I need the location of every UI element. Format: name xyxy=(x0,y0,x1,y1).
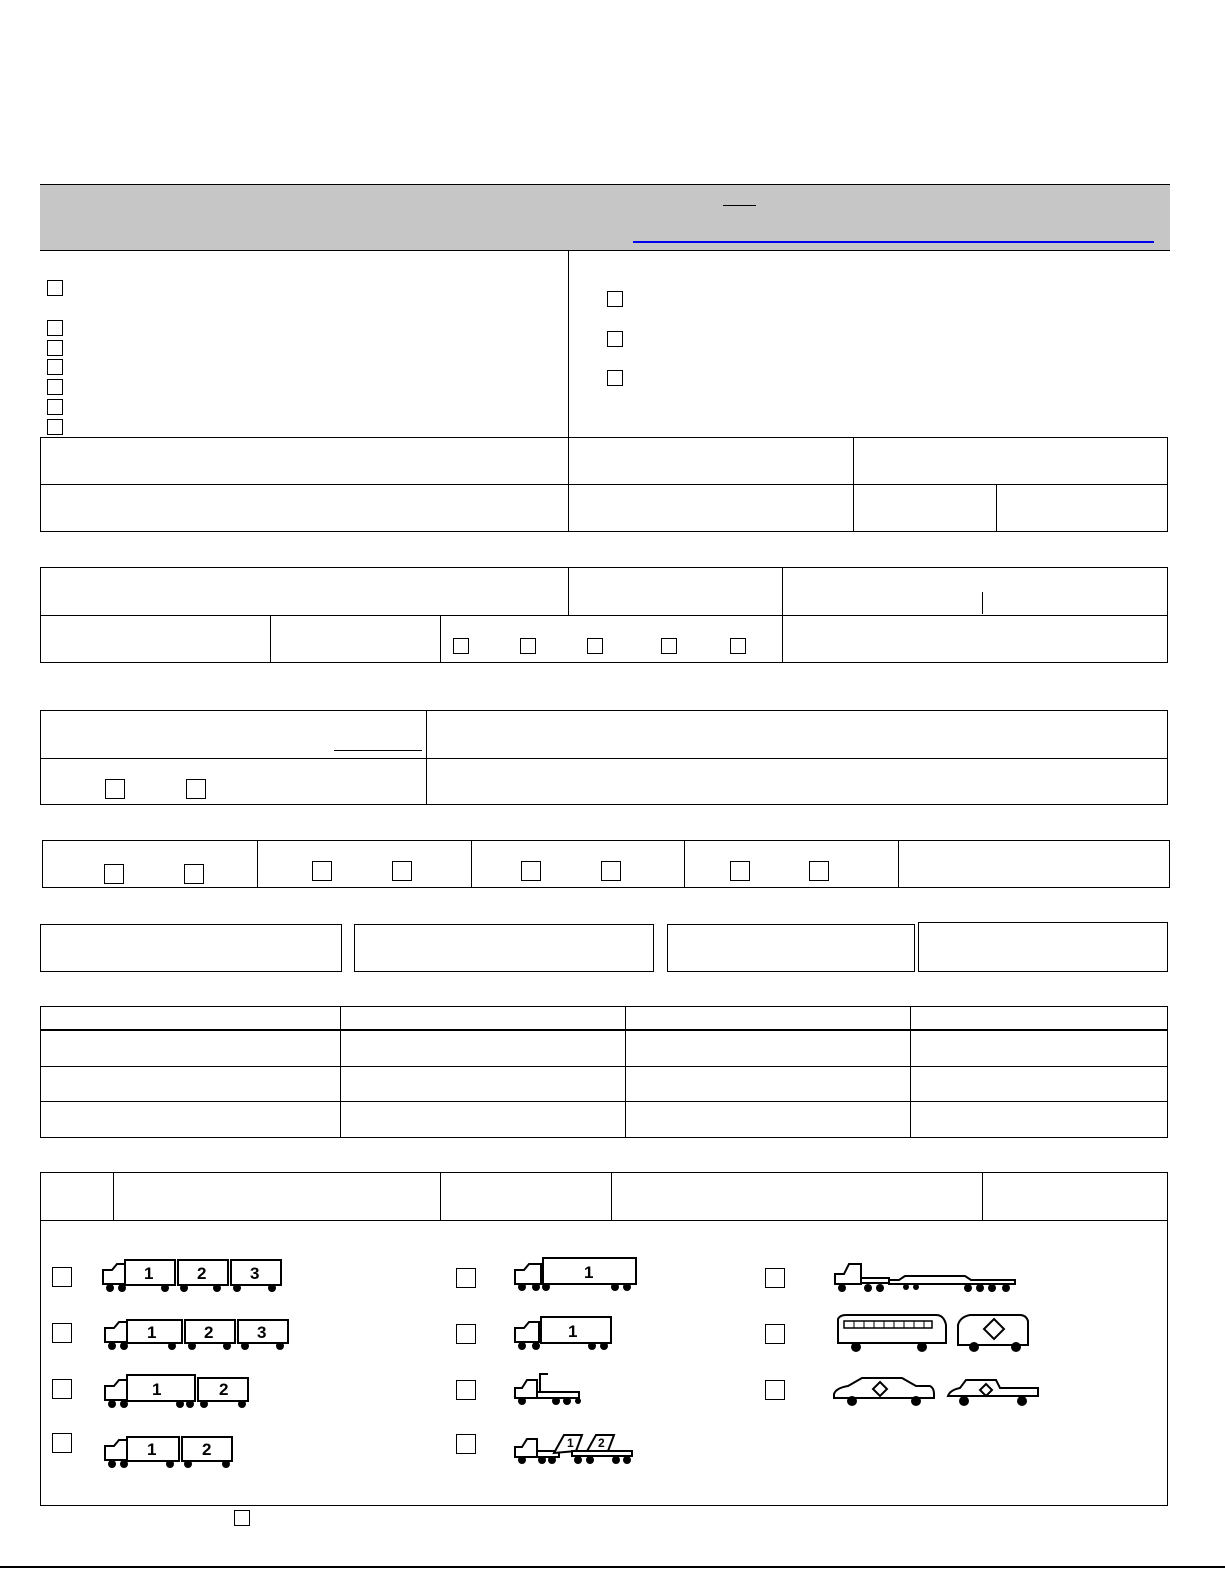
lowboy-trailer-icon xyxy=(832,1260,1022,1294)
field-s4-underline xyxy=(334,750,422,751)
checkbox-vehicle-left-3[interactable] xyxy=(52,1379,72,1399)
double-trailer-truck-short-icon xyxy=(102,1434,237,1470)
checkbox-vehicle-left-4[interactable] xyxy=(52,1433,72,1453)
checkbox-s4-yes[interactable] xyxy=(105,779,125,799)
svg-text:2: 2 xyxy=(197,1264,207,1283)
checkbox-vehicle-mid-4[interactable] xyxy=(456,1434,476,1454)
checkbox-s3-5[interactable] xyxy=(730,638,746,654)
field-s5-c4 xyxy=(684,840,899,888)
checkbox-s3-4[interactable] xyxy=(661,638,677,654)
checkbox-vehicle-right-2[interactable] xyxy=(765,1324,785,1344)
svg-text:3: 3 xyxy=(257,1323,267,1342)
table-s7-row-rule-1 xyxy=(40,1066,1168,1067)
page-bottom-rule xyxy=(0,1566,1225,1568)
straight-truck-trailer-icon xyxy=(512,1314,616,1352)
field-s3-r1-c2[interactable] xyxy=(568,567,783,616)
table-s7 xyxy=(40,1006,1168,1138)
svg-text:2: 2 xyxy=(598,1436,605,1450)
field-s6-c2[interactable] xyxy=(354,924,654,972)
banner-underline-short xyxy=(723,205,756,206)
checkbox-vehicle-left-1[interactable] xyxy=(52,1267,72,1287)
checkbox-vehicle-mid-2[interactable] xyxy=(456,1324,476,1344)
checkbox-option-3[interactable] xyxy=(607,370,623,386)
svg-text:2: 2 xyxy=(204,1323,214,1342)
field-s5-c3 xyxy=(471,840,685,888)
svg-text:2: 2 xyxy=(219,1380,229,1399)
field-s4-r1-c2[interactable] xyxy=(426,710,1168,759)
table-s7-col-rule-3 xyxy=(910,1006,911,1138)
triple-trailer-truck-alt-icon xyxy=(102,1316,292,1352)
field-s3-r2-c1[interactable] xyxy=(40,615,271,663)
field-r2-c4[interactable] xyxy=(996,484,1168,532)
checkbox-vehicle-right-3[interactable] xyxy=(765,1380,785,1400)
field-s8-c2[interactable] xyxy=(113,1172,441,1221)
checkbox-type-1[interactable] xyxy=(47,280,63,296)
svg-text:3: 3 xyxy=(250,1264,260,1283)
checkbox-type-4[interactable] xyxy=(47,359,63,375)
field-s3-r1-c1[interactable] xyxy=(40,567,569,616)
tow-truck-icon xyxy=(512,1370,584,1408)
field-s3-r1-c3-split xyxy=(982,592,983,614)
checkbox-s5-2a[interactable] xyxy=(312,861,332,881)
field-r2-c1[interactable] xyxy=(40,484,569,532)
checkbox-type-5[interactable] xyxy=(47,379,63,395)
bus-and-hazmat-van-icon xyxy=(834,1313,1034,1357)
field-r1-c2[interactable] xyxy=(568,437,854,485)
field-r2-c3[interactable] xyxy=(853,484,997,532)
field-s8-c3[interactable] xyxy=(440,1172,612,1221)
table-s7-row-rule-2 xyxy=(40,1101,1168,1102)
field-s5-c1 xyxy=(42,840,258,888)
double-trailer-truck-icon xyxy=(102,1372,252,1410)
field-r2-c2[interactable] xyxy=(568,484,854,532)
checkbox-s3-3[interactable] xyxy=(587,638,603,654)
checkbox-vehicle-left-2[interactable] xyxy=(52,1323,72,1343)
car-hauler-truck-icon xyxy=(512,1425,637,1467)
field-s4-r2-c1 xyxy=(40,758,427,805)
checkbox-s5-2b[interactable] xyxy=(392,861,412,881)
checkbox-vehicle-right-1[interactable] xyxy=(765,1268,785,1288)
checkbox-s4-no[interactable] xyxy=(186,779,206,799)
field-r1-c3[interactable] xyxy=(853,437,1168,485)
triple-trailer-truck-icon xyxy=(100,1258,285,1294)
checkbox-vehicle-mid-1[interactable] xyxy=(456,1268,476,1288)
svg-text:2: 2 xyxy=(202,1440,212,1459)
checkbox-type-7[interactable] xyxy=(47,419,63,435)
checkbox-s3-2[interactable] xyxy=(520,638,536,654)
hazmat-car-and-pickup-icon xyxy=(832,1374,1044,1410)
checkbox-s5-1b[interactable] xyxy=(184,864,204,884)
field-s6-c3[interactable] xyxy=(667,924,915,972)
checkbox-type-6[interactable] xyxy=(47,399,63,415)
checkbox-type-3[interactable] xyxy=(47,340,63,356)
svg-text:1: 1 xyxy=(147,1440,157,1459)
table-s7-col-rule-2 xyxy=(625,1006,626,1138)
field-r1-c1[interactable] xyxy=(40,437,569,485)
checkbox-s5-4a[interactable] xyxy=(730,861,750,881)
svg-text:1: 1 xyxy=(584,1263,594,1282)
field-s6-c1[interactable] xyxy=(40,924,342,972)
field-s5-c5[interactable] xyxy=(898,840,1170,888)
field-s3-r2-c4[interactable] xyxy=(782,615,1168,663)
section-type xyxy=(40,251,1168,438)
svg-text:1: 1 xyxy=(152,1380,162,1399)
banner-link-underline[interactable] xyxy=(633,241,1154,243)
svg-text:1: 1 xyxy=(144,1264,154,1283)
field-s3-r1-c3[interactable] xyxy=(782,567,1168,616)
checkbox-option-2[interactable] xyxy=(607,331,623,347)
checkbox-s5-3a[interactable] xyxy=(521,861,541,881)
field-s8-c1[interactable] xyxy=(40,1172,114,1221)
table-s7-header-rule xyxy=(40,1029,1168,1031)
svg-text:1: 1 xyxy=(147,1323,157,1342)
field-s4-r1-c1[interactable] xyxy=(40,710,427,759)
field-s5-c2 xyxy=(257,840,472,888)
field-s8-c5[interactable] xyxy=(982,1172,1168,1221)
field-s6-c4[interactable] xyxy=(918,922,1168,972)
checkbox-s5-3b[interactable] xyxy=(601,861,621,881)
checkbox-vehicle-mid-3[interactable] xyxy=(456,1380,476,1400)
table-s7-col-rule-1 xyxy=(340,1006,341,1138)
svg-text:1: 1 xyxy=(567,1436,574,1450)
checkbox-s5-4b[interactable] xyxy=(809,861,829,881)
checkbox-type-2[interactable] xyxy=(47,320,63,336)
section-type-divider xyxy=(568,251,569,438)
checkbox-s3-1[interactable] xyxy=(453,638,469,654)
tractor-semitrailer-icon xyxy=(512,1256,640,1292)
checkbox-s5-1a[interactable] xyxy=(104,864,124,884)
field-s4-r2-c2[interactable] xyxy=(426,758,1168,805)
checkbox-option-1[interactable] xyxy=(607,291,623,307)
field-s3-r2-c2[interactable] xyxy=(270,615,441,663)
checkbox-footer[interactable] xyxy=(234,1510,250,1526)
svg-text:1: 1 xyxy=(568,1322,578,1341)
field-s8-c4[interactable] xyxy=(611,1172,983,1221)
